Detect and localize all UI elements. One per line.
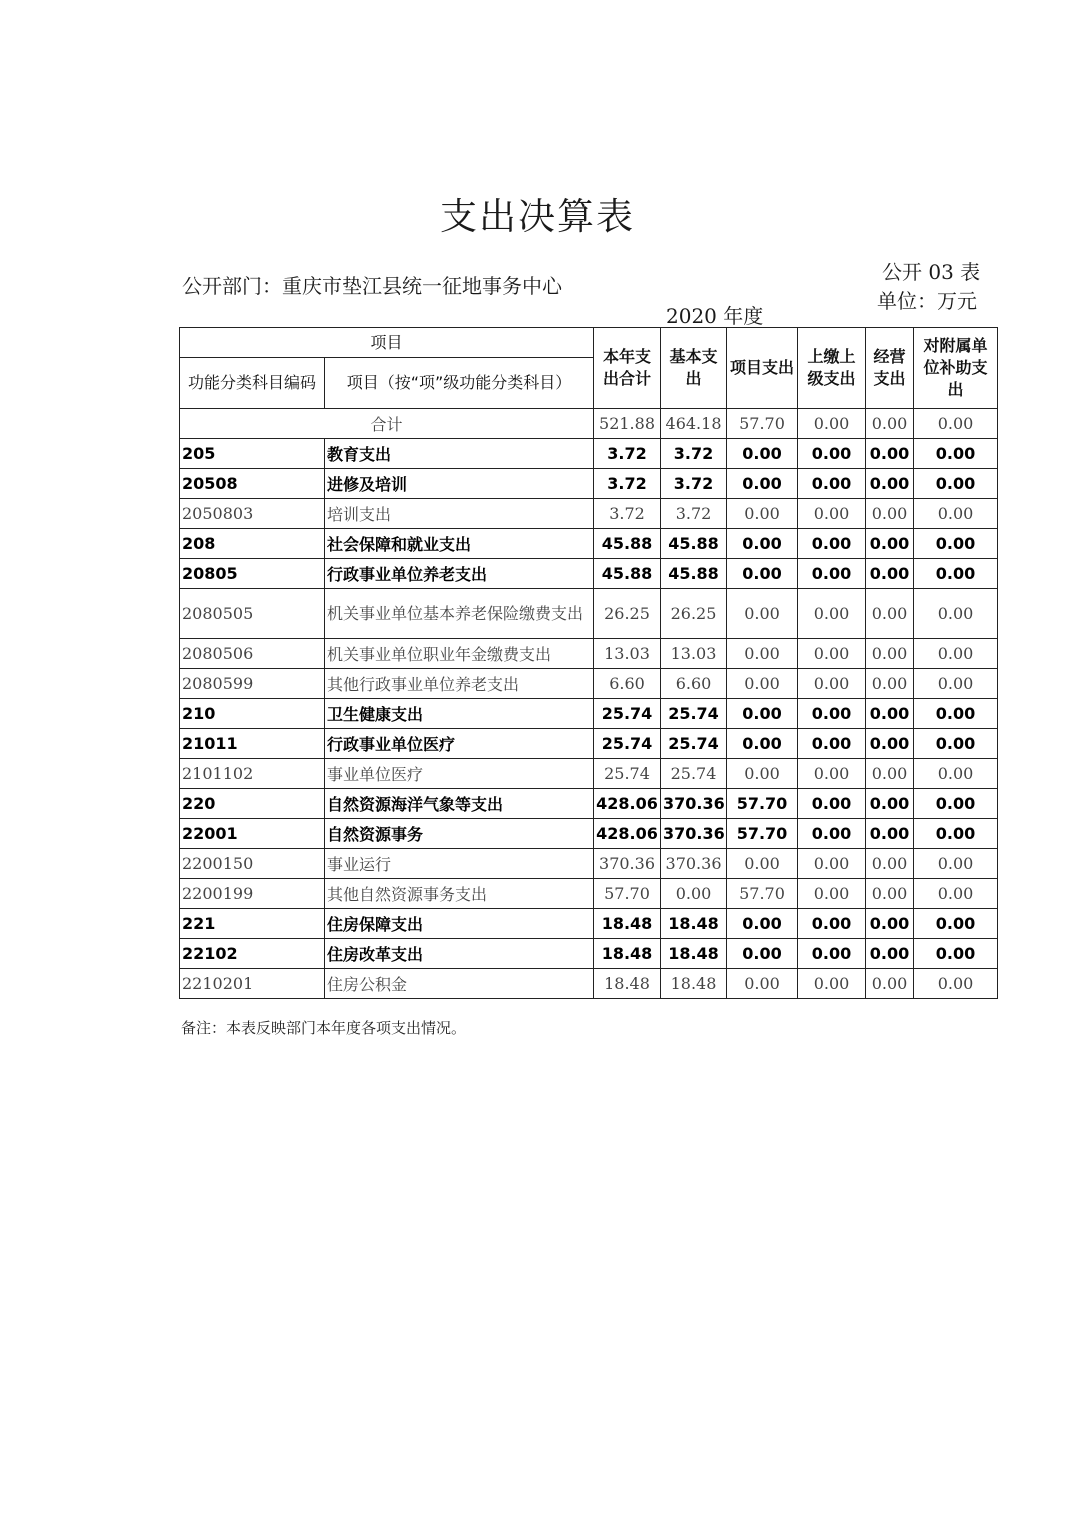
row-value: 0.00: [727, 589, 798, 639]
row-value: 428.06: [594, 819, 661, 849]
row-value: 0.00: [727, 439, 798, 469]
row-value: 13.03: [661, 639, 727, 669]
row-name: 住房保障支出: [325, 909, 594, 939]
row-value: 25.74: [661, 699, 727, 729]
row-value: 0.00: [798, 879, 866, 909]
row-value: 0.00: [798, 909, 866, 939]
header-name: 项目（按“项”级功能分类科目）: [325, 358, 594, 409]
row-value: 57.70: [727, 789, 798, 819]
row-value: 0.00: [866, 759, 914, 789]
row-value: 25.74: [661, 729, 727, 759]
row-name: 自然资源海洋气象等支出: [325, 789, 594, 819]
row-value: 0.00: [866, 729, 914, 759]
row-value: 0.00: [914, 639, 998, 669]
row-value: 0.00: [866, 939, 914, 969]
row-value: 0.00: [798, 819, 866, 849]
row-value: 0.00: [727, 969, 798, 999]
total-cell: 0.00: [866, 409, 914, 439]
row-value: 0.00: [727, 849, 798, 879]
table-row: [180, 789, 998, 819]
row-value: 0.00: [727, 529, 798, 559]
table-row: [180, 669, 998, 699]
row-value: 0.00: [866, 529, 914, 559]
row-value: 0.00: [798, 499, 866, 529]
row-value: 0.00: [727, 499, 798, 529]
row-value: 0.00: [866, 789, 914, 819]
row-value: 428.06: [594, 789, 661, 819]
row-value: 45.88: [594, 559, 661, 589]
table-row: [180, 529, 998, 559]
table-row: [180, 589, 998, 639]
row-value: 0.00: [798, 639, 866, 669]
row-value: 0.00: [798, 469, 866, 499]
row-value: 0.00: [727, 669, 798, 699]
row-value: 26.25: [594, 589, 661, 639]
header-project-expense: 项目支出: [727, 328, 798, 409]
table-row: [180, 559, 998, 589]
row-value: 3.72: [594, 499, 661, 529]
row-value: 0.00: [866, 669, 914, 699]
row-code: 221: [180, 909, 325, 939]
row-value: 0.00: [914, 529, 998, 559]
row-code: 2080506: [180, 639, 325, 669]
row-value: 18.48: [594, 969, 661, 999]
row-value: 25.74: [594, 759, 661, 789]
row-value: 0.00: [661, 879, 727, 909]
row-value: 13.03: [594, 639, 661, 669]
row-value: 45.88: [661, 559, 727, 589]
row-value: 0.00: [866, 969, 914, 999]
row-value: 0.00: [914, 879, 998, 909]
row-value: 0.00: [798, 589, 866, 639]
row-value: 0.00: [727, 939, 798, 969]
row-code: 2080505: [180, 589, 325, 639]
row-value: 0.00: [866, 469, 914, 499]
row-code: 22001: [180, 819, 325, 849]
row-value: 0.00: [914, 669, 998, 699]
row-value: 25.74: [594, 699, 661, 729]
total-cell: 464.18: [661, 409, 727, 439]
row-name: 其他行政事业单位养老支出: [325, 669, 594, 699]
row-name: 住房改革支出: [325, 939, 594, 969]
row-code: 220: [180, 789, 325, 819]
row-name: 行政事业单位医疗: [325, 729, 594, 759]
row-name: 机关事业单位基本养老保险缴费支出: [325, 589, 594, 639]
row-name: 事业单位医疗: [325, 759, 594, 789]
row-value: 0.00: [727, 559, 798, 589]
table-row: [180, 699, 998, 729]
row-value: 0.00: [914, 559, 998, 589]
row-code: 22102: [180, 939, 325, 969]
row-value: 0.00: [727, 639, 798, 669]
row-value: 0.00: [798, 789, 866, 819]
row-value: 0.00: [914, 729, 998, 759]
total-cell: 0.00: [914, 409, 998, 439]
row-value: 0.00: [866, 819, 914, 849]
total-row: [180, 409, 998, 439]
row-value: 0.00: [798, 529, 866, 559]
row-name: 卫生健康支出: [325, 699, 594, 729]
row-name: 其他自然资源事务支出: [325, 879, 594, 909]
row-name: 住房公积金: [325, 969, 594, 999]
row-name: 教育支出: [325, 439, 594, 469]
row-name: 进修及培训: [325, 469, 594, 499]
department-label: 公开部门：重庆市垫江县统一征地事务中心: [182, 274, 562, 298]
header-basic: 基本支出: [661, 328, 727, 409]
row-value: 0.00: [914, 439, 998, 469]
row-value: 18.48: [594, 909, 661, 939]
row-value: 0.00: [866, 909, 914, 939]
row-value: 0.00: [798, 729, 866, 759]
table-row: [180, 499, 998, 529]
row-value: 0.00: [866, 589, 914, 639]
row-value: 0.00: [914, 589, 998, 639]
row-code: 20508: [180, 469, 325, 499]
table-number: 公开 03 表: [882, 260, 981, 284]
table-row: [180, 909, 998, 939]
row-value: 0.00: [798, 939, 866, 969]
row-value: 0.00: [914, 499, 998, 529]
row-value: 0.00: [798, 759, 866, 789]
header-project: 项目: [180, 328, 594, 358]
table-row: [180, 439, 998, 469]
page-title: 支出决算表: [440, 195, 635, 238]
row-value: 0.00: [914, 819, 998, 849]
row-value: 370.36: [594, 849, 661, 879]
row-value: 3.72: [594, 439, 661, 469]
row-name: 自然资源事务: [325, 819, 594, 849]
row-value: 3.72: [661, 439, 727, 469]
row-value: 57.70: [727, 879, 798, 909]
row-code: 2101102: [180, 759, 325, 789]
header-subsidy: 对附属单位补助支出: [914, 328, 998, 409]
row-value: 0.00: [866, 499, 914, 529]
row-value: 0.00: [798, 699, 866, 729]
row-value: 0.00: [866, 559, 914, 589]
row-value: 3.72: [661, 499, 727, 529]
table-row: [180, 469, 998, 499]
year-label: 2020 年度: [666, 304, 764, 328]
row-value: 0.00: [727, 909, 798, 939]
row-value: 0.00: [866, 699, 914, 729]
header-total: 本年支出合计: [594, 328, 661, 409]
table-row: [180, 819, 998, 849]
row-value: 0.00: [727, 699, 798, 729]
row-code: 208: [180, 529, 325, 559]
row-value: 0.00: [798, 439, 866, 469]
row-value: 0.00: [914, 969, 998, 999]
row-value: 6.60: [661, 669, 727, 699]
table-row: [180, 729, 998, 759]
row-value: 18.48: [661, 939, 727, 969]
row-value: 0.00: [798, 969, 866, 999]
row-value: 57.70: [727, 819, 798, 849]
row-value: 45.88: [594, 529, 661, 559]
row-value: 18.48: [594, 939, 661, 969]
row-value: 0.00: [866, 639, 914, 669]
total-cell: 521.88: [594, 409, 661, 439]
footnote: 备注：本表反映部门本年度各项支出情况。: [181, 1019, 467, 1037]
row-value: 57.70: [594, 879, 661, 909]
expenditure-table: [179, 327, 998, 999]
row-value: 370.36: [661, 849, 727, 879]
row-value: 0.00: [727, 469, 798, 499]
row-code: 2210201: [180, 969, 325, 999]
header-business: 经营支出: [866, 328, 914, 409]
row-value: 0.00: [866, 849, 914, 879]
table-row: [180, 969, 998, 999]
table-row: [180, 849, 998, 879]
row-name: 事业运行: [325, 849, 594, 879]
row-value: 0.00: [914, 699, 998, 729]
row-value: 18.48: [661, 909, 727, 939]
row-name: 行政事业单位养老支出: [325, 559, 594, 589]
row-value: 0.00: [914, 939, 998, 969]
row-value: 370.36: [661, 819, 727, 849]
row-value: 370.36: [661, 789, 727, 819]
row-name: 培训支出: [325, 499, 594, 529]
row-value: 0.00: [914, 789, 998, 819]
row-value: 25.74: [661, 759, 727, 789]
header-upper: 上缴上级支出: [798, 328, 866, 409]
table-row: [180, 879, 998, 909]
row-code: 2200150: [180, 849, 325, 879]
row-code: 20805: [180, 559, 325, 589]
table-row: [180, 759, 998, 789]
row-code: 2080599: [180, 669, 325, 699]
table-row: [180, 639, 998, 669]
row-code: 210: [180, 699, 325, 729]
row-value: 6.60: [594, 669, 661, 699]
row-code: 21011: [180, 729, 325, 759]
header-code: 功能分类科目编码: [180, 358, 325, 409]
table-row: [180, 939, 998, 969]
row-value: 0.00: [727, 729, 798, 759]
row-value: 0.00: [798, 559, 866, 589]
row-value: 3.72: [661, 469, 727, 499]
row-code: 205: [180, 439, 325, 469]
row-code: 2050803: [180, 499, 325, 529]
row-code: 2200199: [180, 879, 325, 909]
total-cell: 0.00: [798, 409, 866, 439]
total-label: 合计: [180, 409, 594, 439]
row-value: 0.00: [914, 909, 998, 939]
row-value: 0.00: [727, 759, 798, 789]
row-value: 3.72: [594, 469, 661, 499]
row-value: 0.00: [866, 879, 914, 909]
row-name: 社会保障和就业支出: [325, 529, 594, 559]
total-cell: 57.70: [727, 409, 798, 439]
unit-label: 单位：万元: [877, 289, 977, 313]
row-value: 26.25: [661, 589, 727, 639]
row-value: 0.00: [866, 439, 914, 469]
row-value: 0.00: [914, 469, 998, 499]
row-value: 25.74: [594, 729, 661, 759]
row-value: 0.00: [798, 669, 866, 699]
row-value: 0.00: [798, 849, 866, 879]
row-value: 45.88: [661, 529, 727, 559]
row-value: 0.00: [914, 849, 998, 879]
row-value: 18.48: [661, 969, 727, 999]
row-name: 机关事业单位职业年金缴费支出: [325, 639, 594, 669]
row-value: 0.00: [914, 759, 998, 789]
